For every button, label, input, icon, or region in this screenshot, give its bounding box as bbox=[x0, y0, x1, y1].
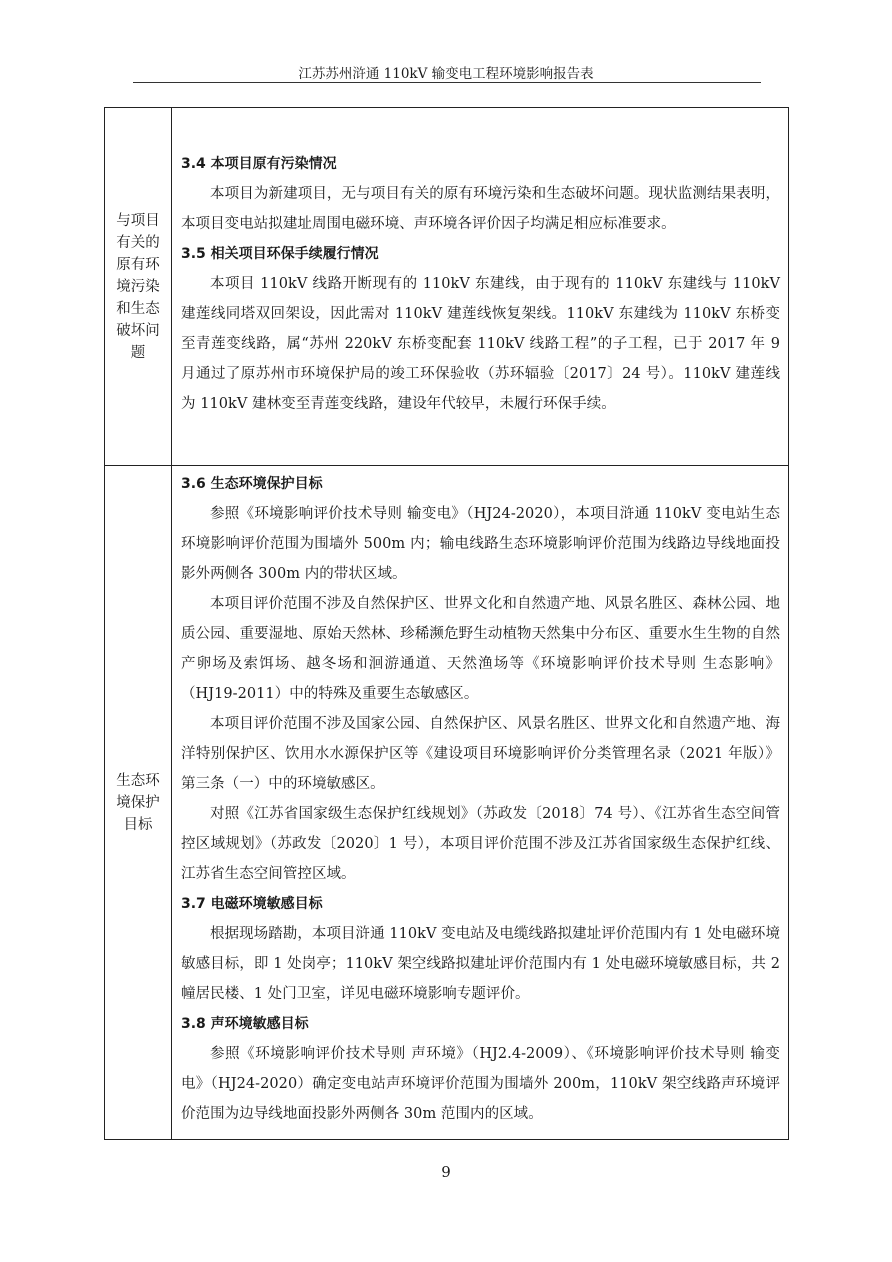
paragraph: 参照《环境影响评价技术导则 输变电》（HJ24-2020），本项目浒通 110kV 变电站生态环境影响评价范围为围墙外 500m 内；输电线路生态环境影响评价范围为线路边导线地面投影外两侧各 300m 内的带状区域。 bbox=[181, 506, 780, 582]
section-title: 3.5 相关项目环保手续履行情况 bbox=[181, 246, 379, 262]
paragraph: 本项目为新建项目，无与项目有关的原有环境污染和生态破坏问题。现状监测结果表明，本项目变电站拟建址周围电磁环境、声环境各评价因子均满足相应标准要求。 bbox=[181, 186, 780, 232]
paragraph: 根据现场踏勘，本项目浒通 110kV 变电站及电缆线路拟建址评价范围内有 1 处电磁环境敏感目标，即 1 处岗亭；110kV 架空线路拟建址评价范围内有 1 处电磁环境敏感目标，共 2 幢居民楼、1 处门卫室，详见电磁环境影响专题评价。 bbox=[181, 926, 780, 1002]
row-content-cell bbox=[173, 108, 788, 465]
report-table bbox=[104, 107, 789, 1140]
row-label: 生态环境保护目标 bbox=[116, 772, 160, 833]
row-content-cell bbox=[173, 466, 788, 1139]
section-title: 3.7 电磁环境敏感目标 bbox=[181, 896, 323, 912]
page-number: 9 bbox=[441, 1163, 451, 1181]
section-title: 3.4 本项目原有污染情况 bbox=[181, 156, 337, 172]
header-rule bbox=[133, 82, 761, 83]
paragraph: 本项目评价范围不涉及国家公园、自然保护区、风景名胜区、世界文化和自然遗产地、海洋特别保护区、饮用水水源保护区等《建设项目环境影响评价分类管理名录（2021 年版）》第三条（一）中的环境敏感区。 bbox=[181, 716, 780, 792]
paragraph: 本项目评价范围不涉及自然保护区、世界文化和自然遗产地、风景名胜区、森林公园、地质公园、重要湿地、原始天然林、珍稀濒危野生动植物天然集中分布区、重要水生生物的自然产卵场及索饵场、越冬场和洄游通道、天然渔场等《环境影响评价技术导则 生态影响》（HJ19-2011）中的特殊及重要生态敏感区。 bbox=[181, 596, 780, 702]
table-row bbox=[105, 108, 788, 466]
paragraph: 参照《环境影响评价技术导则 声环境》（HJ2.4-2009）、《环境影响评价技术导则 输变电》（HJ24-2020）确定变电站声环境评价范围为围墙外 200m，110kV 架空线路声环境评价范围为边导线地面投影外两侧各 30m 范围内的区域。 bbox=[181, 1046, 780, 1122]
row-label: 与项目有关的原有环境污染和生态破坏问题 bbox=[116, 212, 160, 361]
table-row bbox=[105, 466, 788, 1139]
row-label-cell bbox=[105, 108, 172, 465]
paragraph: 本项目 110kV 线路开断现有的 110kV 东建线，由于现有的 110kV 东建线与 110kV 建莲线同塔双回架设，因此需对 110kV 建莲线恢复架线。110kV 东建线为 110kV 东桥变至青莲变线路，属“苏州 220kV 东桥变配套 110kV 线路工程”的子工程，已于 2017 年 9 月通过了原苏州市环境保护局的竣工环保验收（苏环辐验〔2017〕24 号）。110kV 建莲线为 110kV 建林变至青莲变线路，建设年代较早，未履行环保手续。 bbox=[181, 276, 780, 412]
section-title: 3.6 生态环境保护目标 bbox=[181, 476, 323, 492]
section-title: 3.8 声环境敏感目标 bbox=[181, 1016, 309, 1032]
document-header-title: 江苏苏州浒通 110kV 输变电工程环境影响报告表 bbox=[298, 66, 594, 82]
row-label-cell bbox=[105, 466, 172, 1139]
paragraph: 对照《江苏省国家级生态保护红线规划》（苏政发〔2018〕74 号）、《江苏省生态空间管控区域规划》（苏政发〔2020〕1 号），本项目评价范围不涉及江苏省国家级生态保护红线、江苏省生态空间管控区域。 bbox=[181, 806, 780, 882]
